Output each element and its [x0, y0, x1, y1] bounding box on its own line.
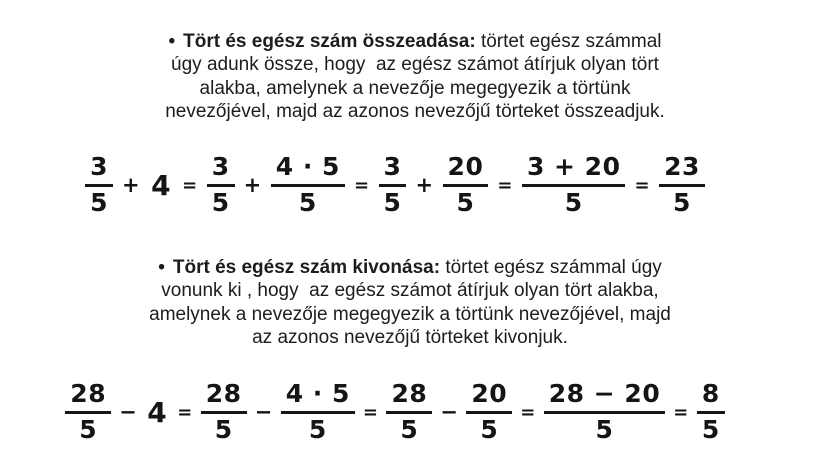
fraction-denominator: 5 — [79, 414, 98, 444]
fraction-numerator: 3 + 20 — [522, 154, 626, 186]
fraction-denominator: 5 — [383, 187, 402, 217]
fraction-denominator: 5 — [480, 414, 499, 444]
section-heading-subtraction: Tört és egész szám kivonása: — [172, 257, 441, 278]
operator: − — [440, 400, 459, 424]
fraction — [207, 154, 235, 216]
fraction — [281, 381, 355, 443]
fraction-denominator: 5 — [211, 187, 230, 217]
fraction — [201, 381, 247, 443]
bullet-item-addition — [158, 30, 672, 123]
fraction — [65, 381, 111, 443]
equals-sign: = — [634, 174, 651, 196]
fraction-denominator: 5 — [90, 187, 109, 217]
fraction-numerator: 4 · 5 — [271, 154, 345, 186]
fraction-numerator: 28 − 20 — [544, 381, 665, 413]
equals-sign: = — [177, 401, 193, 423]
equation-subtraction-example — [70, 370, 720, 454]
fraction-denominator: 5 — [214, 414, 233, 444]
fraction — [386, 381, 432, 443]
fraction-numerator: 28 — [65, 381, 111, 413]
equation-addition-example — [90, 143, 700, 227]
fraction-numerator: 28 — [386, 381, 432, 413]
fraction-denominator: 5 — [673, 187, 691, 217]
fraction-numerator: 8 — [697, 381, 725, 413]
section-body-addition: törtet egész számmal úgy adunk össze, hogy az egész számot átírjuk olyan tört alakba, amelynek a nevezője megegyezik a törtünk nevezőjével, majd az azonos nevezőjű törteket összeadjuk. — [165, 31, 667, 123]
bullet-item-subtraction — [148, 256, 677, 349]
whole-number: 4 — [151, 168, 172, 202]
fraction — [379, 154, 407, 216]
fraction-numerator: 28 — [201, 381, 247, 413]
fraction — [271, 154, 345, 216]
fraction-denominator: 5 — [564, 187, 583, 217]
fraction — [544, 381, 665, 443]
section-heading-addition: Tört és egész szám összeadása: — [183, 31, 476, 52]
fraction-denominator: 5 — [308, 414, 327, 444]
fraction-numerator: 3 — [207, 154, 235, 186]
bullet-marker: • — [158, 257, 165, 278]
fraction-numerator: 20 — [443, 154, 489, 186]
fraction — [522, 154, 626, 216]
fraction-denominator: 5 — [400, 414, 419, 444]
equals-sign: = — [673, 401, 689, 423]
whole-number: 4 — [147, 395, 168, 429]
fraction-numerator: 4 · 5 — [281, 381, 355, 413]
fraction-numerator: 3 — [379, 154, 407, 186]
fraction — [659, 154, 705, 216]
fraction-denominator: 5 — [595, 414, 614, 444]
fraction-denominator: 5 — [701, 414, 720, 444]
fraction-denominator: 5 — [456, 187, 475, 217]
equals-sign: = — [353, 174, 370, 196]
operator: + — [122, 173, 141, 197]
fraction-numerator: 20 — [466, 381, 512, 413]
operator: + — [243, 173, 262, 197]
equals-sign: = — [182, 174, 198, 196]
fraction-numerator: 3 — [85, 154, 113, 186]
fraction — [443, 154, 489, 216]
fraction — [697, 381, 725, 443]
operator: − — [119, 400, 138, 424]
section-body-subtraction: törtet egész számmal úgy vonunk ki , hogy az egész számot átírjuk olyan tört alakba, amelynek a nevezője megegyezik a törtünk nevezőjével, majd az azonos nevezőjű törteket kivonjuk. — [149, 257, 677, 349]
equals-sign: = — [497, 174, 513, 196]
equals-sign: = — [362, 401, 379, 423]
fraction-numerator: 23 — [659, 154, 705, 186]
operator: + — [415, 173, 434, 197]
fraction — [85, 154, 113, 216]
operator: − — [254, 400, 273, 424]
bullet-marker: • — [168, 31, 176, 52]
fraction — [466, 381, 512, 443]
equals-sign: = — [520, 401, 536, 423]
fraction-denominator: 5 — [298, 187, 317, 217]
